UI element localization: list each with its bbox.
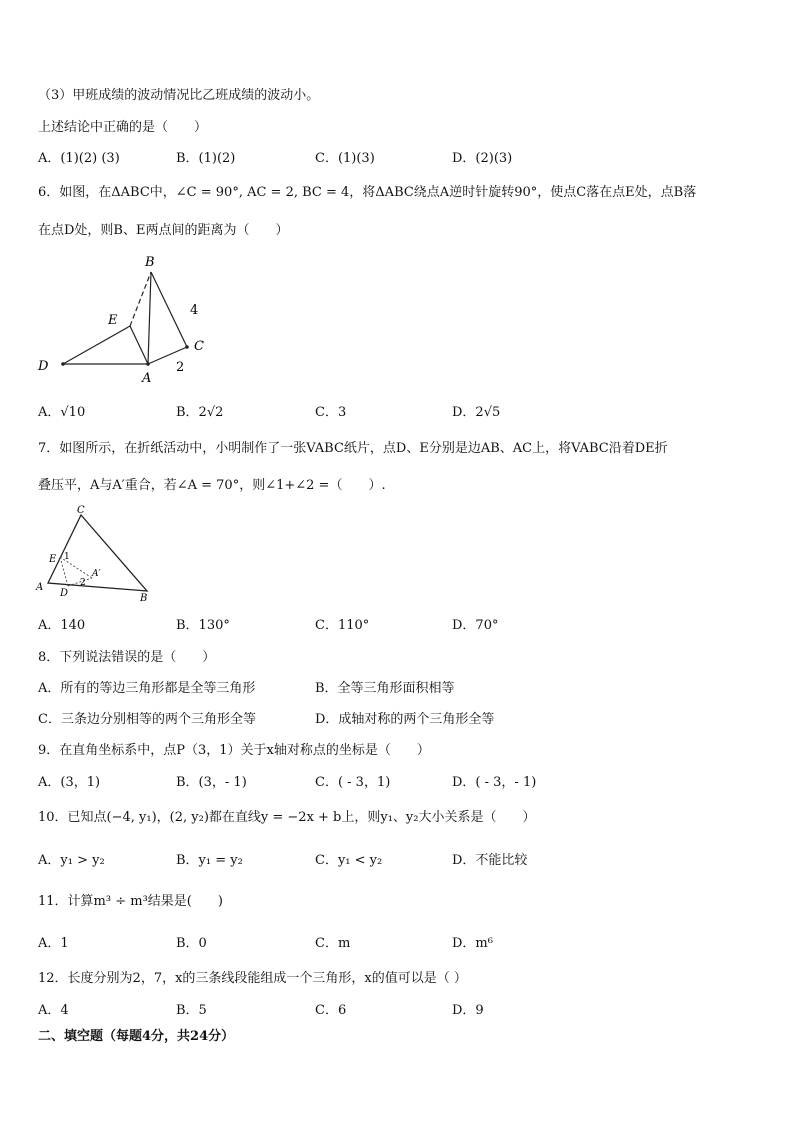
q10-option-b[interactable]: B．y₁ = y₂ (176, 853, 243, 868)
triangle-abc (48, 515, 147, 591)
q7-figure (30, 502, 170, 606)
q5-stem: 上述结论中正确的是（ ） (38, 120, 208, 135)
q6-option-d[interactable]: D．2√5 (452, 405, 501, 420)
statement-3: （3）甲班成绩的波动情况比乙班成绩的波动小。 (38, 88, 320, 103)
q7-option-a[interactable]: A．140 (38, 618, 86, 633)
q7-stem-line2: 叠压平，A与A′重合，若∠A = 70°，则∠1+∠2 =（ ）. (38, 478, 386, 493)
q5-option-c[interactable]: C．(1)(3) (315, 151, 375, 166)
q12-option-d[interactable]: D．9 (452, 1003, 484, 1018)
label-angle-1: 1 (64, 552, 70, 562)
q8-stem: 8．下列说法错误的是（ ） (38, 650, 216, 665)
q5-option-b[interactable]: B．(1)(2) (176, 151, 236, 166)
q12-option-a[interactable]: A．4 (38, 1003, 69, 1018)
q11-option-b[interactable]: B．0 (176, 936, 207, 951)
label-side-ac: 2 (176, 360, 185, 375)
label-side-bc: 4 (190, 303, 199, 318)
label-a-prime: A′ (92, 569, 101, 579)
q6-figure (30, 250, 220, 390)
q10-option-c[interactable]: C．y₁ < y₂ (315, 853, 383, 868)
point-d (61, 362, 65, 366)
q7-option-d[interactable]: D．70° (452, 618, 499, 633)
q7-stem-line1: 7．如图所示，在折纸活动中，小明制作了一张VABC纸片，点D、E分别是边AB、AC上，将VABC沿着DE折 (38, 441, 668, 456)
q7-option-c[interactable]: C．110° (315, 618, 370, 633)
q9-option-a[interactable]: A．(3，1) (38, 775, 101, 790)
q8-option-d[interactable]: D．成轴对称的两个三角形全等 (315, 712, 495, 727)
q6-option-c[interactable]: C．3 (315, 405, 347, 420)
q11-option-a[interactable]: A．1 (38, 936, 69, 951)
q9-option-b[interactable]: B．(3，- 1) (176, 775, 247, 790)
q11-stem: 11．计算m³ ÷ m³结果是( ) (38, 894, 223, 909)
q7-option-b[interactable]: B．130° (176, 618, 230, 633)
q10-stem: 10．已知点(−4, y₁)，(2, y₂)都在直线y = −2x + b上，则y₁、y₂大小关系是（ ） (38, 810, 536, 825)
segment-bc (151, 272, 187, 347)
label-a: A (36, 582, 44, 593)
q12-option-c[interactable]: C．6 (315, 1003, 347, 1018)
q9-option-c[interactable]: C．( - 3，1) (315, 775, 391, 790)
q11-option-d[interactable]: D．m⁶ (452, 936, 493, 951)
segment-de (63, 326, 130, 364)
q10-option-a[interactable]: A．y₁ > y₂ (38, 853, 105, 868)
q9-option-d[interactable]: D．( - 3，- 1) (452, 775, 537, 790)
label-c: C (77, 505, 85, 516)
q6-stem-line1: 6．如图，在ΔABC中，∠C = 90°, AC = 2, BC = 4，将ΔABC绕点A逆时针旋转90°，使点C落在点E处，点B落 (38, 185, 697, 200)
q6-option-a[interactable]: A．√10 (38, 405, 86, 420)
q10-option-d[interactable]: D．不能比较 (452, 853, 528, 868)
segment-ba (148, 272, 151, 364)
segment-be-dashed (130, 272, 151, 326)
q5-option-a[interactable]: A．(1)(2) (3) (38, 151, 120, 166)
q6-stem-line2: 在点D处，则B、E两点间的距离为（ ） (38, 223, 289, 238)
point-a (146, 362, 150, 366)
q6-option-b[interactable]: B．2√2 (176, 405, 224, 420)
label-e: E (49, 554, 57, 565)
label-a: A (142, 371, 152, 386)
label-b: B (140, 593, 148, 604)
q12-option-b[interactable]: B．5 (176, 1003, 207, 1018)
label-d: D (38, 359, 49, 374)
label-d: D (60, 588, 69, 599)
q11-option-c[interactable]: C．m (315, 936, 351, 951)
q8-option-a[interactable]: A．所有的等边三角形都是全等三角形 (38, 681, 256, 696)
segment-ea (130, 326, 148, 364)
q8-option-b[interactable]: B．全等三角形面积相等 (315, 681, 455, 696)
label-angle-2: 2 (80, 578, 86, 588)
q9-stem: 9．在直角坐标系中，点P（3，1）关于x轴对称点的坐标是（ ） (38, 743, 430, 758)
label-b: B (145, 255, 155, 270)
label-e: E (108, 313, 118, 328)
label-c: C (194, 339, 204, 354)
point-c (185, 345, 189, 349)
q8-option-c[interactable]: C．三条边分别相等的两个三角形全等 (38, 712, 256, 727)
q5-option-d[interactable]: D．(2)(3) (452, 151, 513, 166)
q12-stem: 12．长度分别为2，7，x的三条线段能组成一个三角形，x的值可以是（ ） (38, 971, 467, 986)
section-heading: 二、填空题（每题4分，共24分） (38, 1029, 235, 1044)
